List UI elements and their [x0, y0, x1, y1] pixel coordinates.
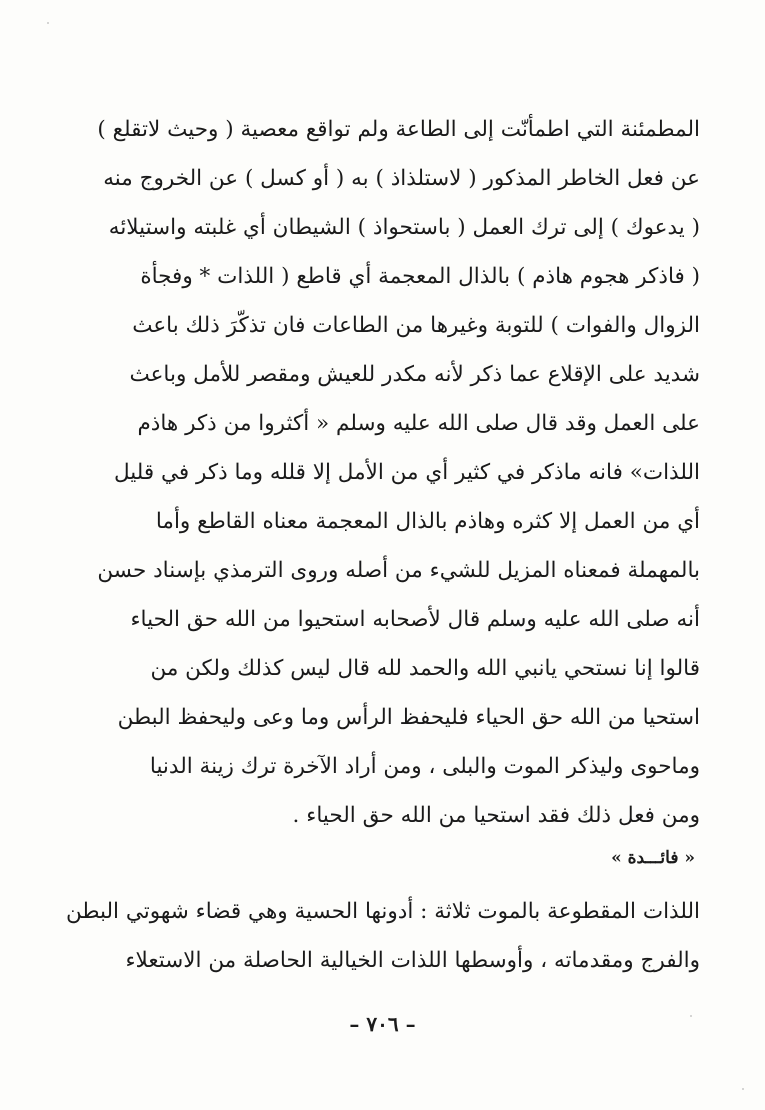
body-line: وماحوى وليذكر الموت والبلى ، ومن أراد الآخرة ترك زينة الدنيا	[149, 754, 700, 779]
body-line: قالوا إنا نستحي يانبي الله والحمد لله قال ليس كذلك ولكن من	[150, 656, 700, 681]
section-line: اللذات المقطوعة بالموت ثلاثة : أدونها الحسية وهي قضاء شهوتي البطن	[66, 899, 700, 924]
body-line: على العمل وقد قال صلى الله عليه وسلم « أكثروا من ذكر هاذم	[137, 411, 700, 436]
body-line: شديد على الإقلاع عما ذكر لأنه مكدر للعيش ومقصر للأمل وباعث	[129, 362, 700, 387]
section-line: والفرج ومقدماته ، وأوسطها اللذات الخيالية الحاصلة من الاستعلاء	[125, 948, 700, 973]
section-text	[60, 887, 700, 985]
paper-speck	[690, 1015, 692, 1017]
body-line: أي من العمل إلا كثره وهاذم بالذال المعجمة معناه القاطع وأما	[155, 509, 700, 534]
section-heading: « فائـــدة »	[611, 848, 695, 868]
body-line: عن فعل الخاطر المذكور ( لاستلذاذ ) به ( أو كسل ) عن الخروج منه	[103, 166, 700, 191]
body-line: ( فاذكر هجوم هاذم ) بالذال المعجمة أي قاطع ( اللذات * وفجأة	[140, 264, 700, 289]
body-text	[60, 105, 700, 840]
body-line: بالمهملة فمعناه المزيل للشيء من أصله وروى الترمذي بإسناد حسن	[97, 558, 700, 583]
body-line: أنه صلى الله عليه وسلم قال لأصحابه استحيوا من الله حق الحياء	[130, 607, 700, 632]
body-line: الزوال والفوات ) للتوبة وغيرها من الطاعات فان تذكّرَ ذلك باعث	[132, 313, 700, 338]
body-line: ( يدعوك ) إلى ترك العمل ( باستحواذ ) الشيطان أي غلبته واستيلائه	[108, 215, 700, 240]
page-number: – ٧٠٦ –	[349, 1012, 416, 1036]
body-line: استحيا من الله حق الحياء فليحفظ الرأس وما وعى وليحفظ البطن	[117, 705, 700, 730]
body-line: المطمئنة التي اطمأنّت إلى الطاعة ولم تواقع معصية ( وحيث لاتقلع )	[97, 117, 700, 142]
paper-speck	[47, 22, 49, 24]
body-line: ومن فعل ذلك فقد استحيا من الله حق الحياء .	[292, 803, 700, 828]
body-line: اللذات» فانه ماذكر في كثير أي من الأمل إلا قلله وما ذكر في قليل	[114, 460, 700, 485]
paper-speck	[742, 1088, 744, 1090]
